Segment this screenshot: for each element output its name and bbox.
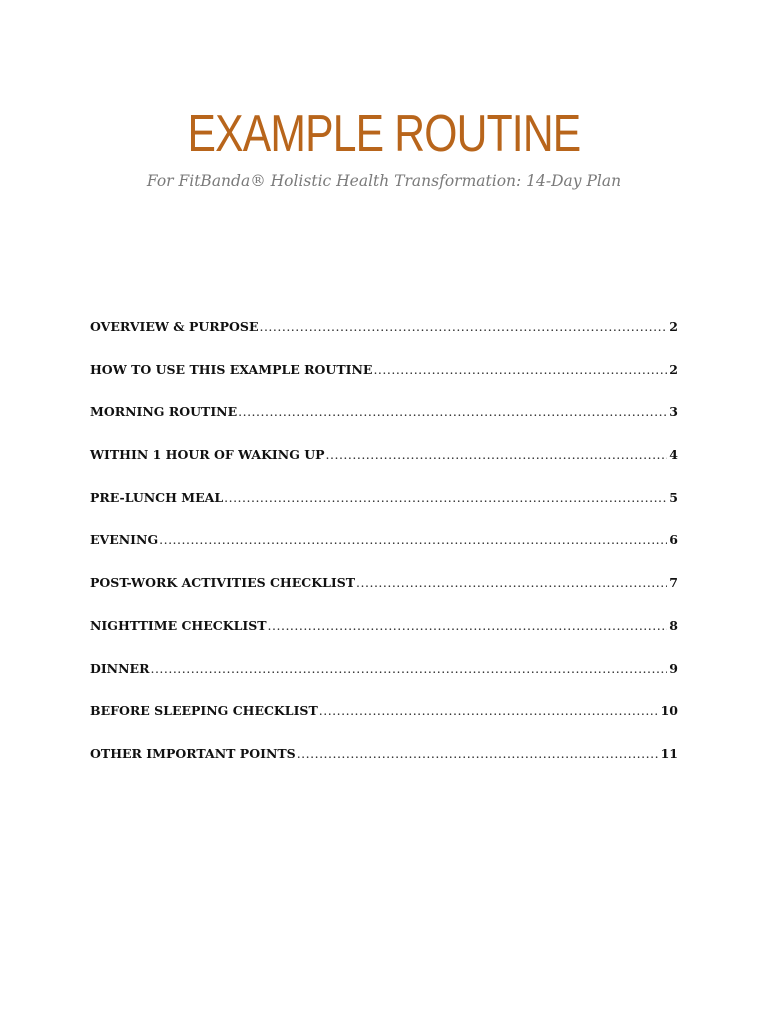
toc-dot-leader xyxy=(356,572,667,594)
toc-entry[interactable] xyxy=(90,529,678,572)
toc-dot-leader xyxy=(319,700,659,722)
toc-dot-leader xyxy=(159,529,667,551)
toc-entry-page: 4 xyxy=(669,447,678,463)
toc-entry-label: WITHIN 1 HOUR OF WAKING UP xyxy=(90,447,325,463)
toc-entry-page: 11 xyxy=(660,745,678,761)
document-title: EXAMPLE ROUTINE xyxy=(187,105,581,163)
toc-dot-leader xyxy=(259,316,667,338)
toc-entry-label: NIGHTTIME CHECKLIST xyxy=(90,617,267,633)
toc-entry[interactable] xyxy=(90,743,678,786)
toc-dot-leader xyxy=(326,444,668,466)
toc-entry-label: POST-WORK ACTIVITIES CHECKLIST xyxy=(90,575,356,591)
toc-dot-leader xyxy=(238,401,667,423)
toc-entry-page: 7 xyxy=(669,575,678,591)
toc-entry[interactable] xyxy=(90,359,678,402)
toc-dot-leader xyxy=(297,743,659,765)
toc-entry-page: 3 xyxy=(669,404,678,420)
toc-entry-page: 2 xyxy=(669,319,678,334)
toc-entry[interactable] xyxy=(90,316,678,359)
toc-dot-leader xyxy=(150,658,667,680)
toc-entry-label: DINNER xyxy=(90,660,150,676)
toc-dot-leader xyxy=(268,615,668,637)
toc-entry-page: 10 xyxy=(660,703,678,719)
toc-entry-page: 6 xyxy=(669,532,678,548)
toc-entry-label: OTHER IMPORTANT POINTS xyxy=(90,745,296,761)
toc-entry[interactable] xyxy=(90,572,678,615)
toc-entry-label: PRE-LUNCH MEAL xyxy=(90,489,224,505)
toc-entry[interactable] xyxy=(90,615,678,658)
toc-dot-leader xyxy=(224,487,667,509)
toc-entry[interactable] xyxy=(90,487,678,530)
toc-entry[interactable] xyxy=(90,658,678,701)
toc-entry-label: BEFORE SLEEPING CHECKLIST xyxy=(90,703,318,719)
toc-entry-page: 5 xyxy=(669,489,678,505)
document-subtitle: For FitBanda® Holistic Health Transformation: 14-Day Plan xyxy=(146,172,622,190)
toc-entry-label: MORNING ROUTINE xyxy=(90,404,238,420)
toc-entry-label: OVERVIEW & PURPOSE xyxy=(90,319,259,334)
toc-dot-leader xyxy=(373,359,667,381)
toc-entry-label: EVENING xyxy=(90,532,159,548)
toc-entry[interactable] xyxy=(90,444,678,487)
toc-entry[interactable] xyxy=(90,401,678,444)
toc-entry-page: 2 xyxy=(669,361,678,377)
toc-entry[interactable] xyxy=(90,700,678,743)
toc-entry-label: HOW TO USE THIS EXAMPLE ROUTINE xyxy=(90,361,373,377)
toc-entry-page: 9 xyxy=(669,660,678,676)
toc-entry-page: 8 xyxy=(669,617,678,633)
table-of-contents xyxy=(90,316,678,786)
